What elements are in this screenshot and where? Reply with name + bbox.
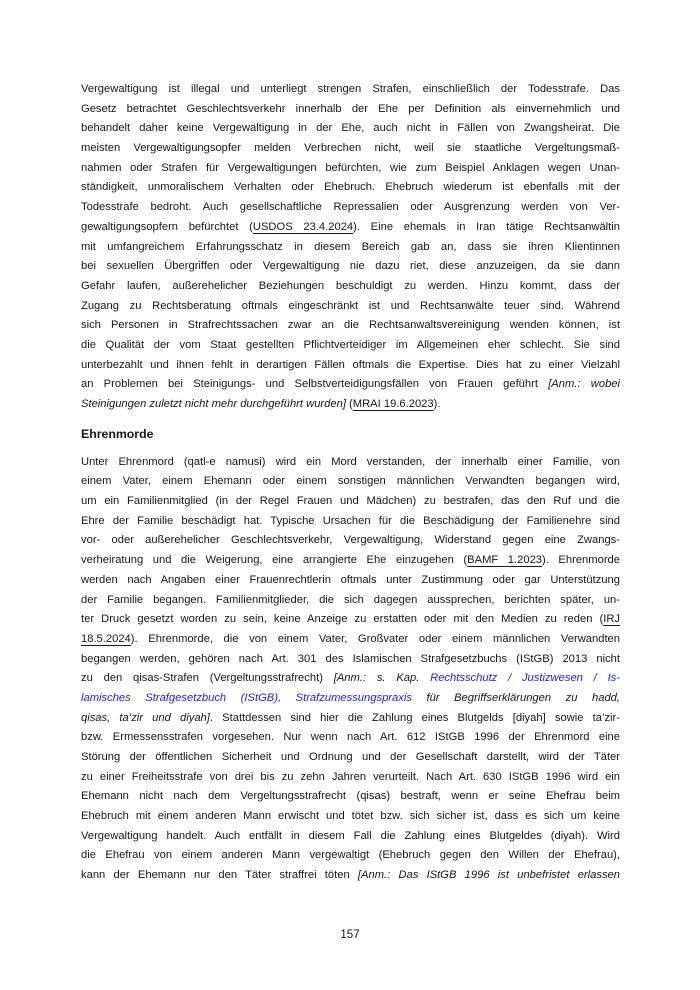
text-line	[81, 178, 620, 198]
text-line	[81, 257, 620, 277]
text-line	[81, 787, 620, 807]
text-run: bzw. Ermessensstrafen vorgesehen. Nur wenn nach Art. 612 IStGB 1996 der Ehrenmord eine	[81, 731, 620, 744]
text-line	[81, 728, 620, 748]
text-line	[81, 218, 620, 238]
text-line	[81, 551, 620, 571]
text-run: bei sexuellen Übergriffen oder Vergewaltigung nie dazu riet, diese anzuzeigen, da sie dann	[81, 260, 620, 273]
text-line	[81, 630, 620, 650]
text-run: unterbezahlt und ihnen fehlt in derartigen Fällen oftmals die Expertise. Dies hat zu einer Vielzahl	[81, 358, 620, 371]
italic-text-run: [Anm.: Das IStGB 1996 ist unbefristet erlassen	[357, 869, 620, 882]
text-run: ). Ehrenmorde, die von einem Vater, Großvater oder einem männlichen Verwandten	[130, 632, 620, 645]
text-run: zu einer Freiheitsstrafe von drei bis zu zehn Jahren verurteilt. Nach Art. 630 IStGB 1996 wird ein	[81, 770, 620, 783]
text-line	[81, 238, 620, 258]
text-run: vor- oder außerehelicher Geschlechtsverkehr, Vergewaltigung, Widerstand gegen eine Zwangs-	[81, 534, 620, 547]
text-line	[81, 512, 620, 532]
citation-link[interactable]: MRAI 19.6.2023	[352, 398, 434, 410]
text-line	[81, 689, 620, 709]
text-run: ).	[433, 398, 441, 410]
italic-text-run: Steinigungen zuletzt nicht mehr durchgeführt wurden]	[81, 398, 346, 410]
text-line	[81, 395, 620, 415]
text-line	[81, 356, 620, 376]
text-run: . Stattdessen sind hier die Zahlung eines Blutgelds [diyah] sowie ta’zir-	[209, 711, 620, 724]
text-run: Zugang zu Rechtsberatung oftmals eingeschränkt ist und Rechtsanwälte teuer sind. Während	[81, 299, 620, 312]
citation-link[interactable]: 18.5.2024	[81, 632, 131, 645]
text-run: Störung der öffentlichen Sicherheit und Ordnung und der Gesellschaft darstellt, wird der Täter	[81, 751, 620, 763]
text-run: kann der Ehemann nur den Täter straffrei töten	[81, 869, 358, 882]
text-line	[81, 846, 620, 866]
text-run: ). Ehrenmorde	[542, 554, 620, 567]
text-run: Ehebruch mit einem anderen Mann erwischt und tötet bzw. sich sicher ist, dass es sich um keine	[81, 810, 620, 823]
citation-link[interactable]: BAMF 1.2023	[467, 554, 543, 567]
text-run: Gesetz betrachtet Geschlechtsverkehr innerhalb der Ehe per Definition als einvernehmlich und	[81, 102, 620, 115]
italic-text-run: [Anm.: s. Kap.	[333, 672, 431, 685]
italic-text-run: [Anm.: wobei	[548, 378, 620, 391]
page-number: 157	[340, 929, 360, 941]
text-line	[81, 866, 620, 886]
text-run: ständigkeit, unmoralischem Verhalten oder Ehebruch. Ehebruch wiederum ist ebenfalls mit der	[81, 181, 620, 194]
document-body	[81, 80, 620, 886]
text-run: meisten Vergewaltigungsopfer melden Verbrechen nicht, weil sie staatliche Vergeltungsmaß-	[81, 142, 620, 155]
text-run: um ein Familienmitglied (in der Regel Frauen und Mädchen) zu bestrafen, das den Ruf und die	[81, 495, 620, 508]
citation-link[interactable]: IRJ	[603, 613, 620, 626]
text-run: an Problemen bei Steinigungs- und Selbstverteidigungsfällen von Frauen geführt	[81, 378, 549, 391]
text-run: behandelt daher keine Vergewaltigung in der Ehe, auch nicht in Fällen von Zwangsheirat. Die	[81, 122, 620, 135]
text-line	[81, 610, 620, 630]
text-line	[81, 748, 620, 768]
text-line	[81, 375, 620, 395]
text-run: Todesstrafe bedroht. Auch gesellschaftliche Repressalien oder Ausgrenzung werden von Ver-	[81, 201, 620, 214]
text-run: mit umfangreichem Erfahrungsschatz in diesem Bereich gab an, dass sie ihren Klientinnen	[81, 240, 620, 253]
text-run: Vergewaltigung handelt. Auch entfällt in diesem Fall die Zahlung eines Blutgeldes (diyah). Wird	[81, 829, 620, 842]
citation-link[interactable]: USDOS 23.4.2024	[252, 220, 354, 233]
text-line	[81, 531, 620, 551]
text-run: ter Druck gesetzt worden zu sein, keine Anzeige zu erstatten oder mit den Medien zu reden (	[81, 613, 604, 626]
text-run: Ehre der Familie beschädigt hat. Typische Ursachen für die Beschädigung der Familienehre sind	[81, 514, 620, 527]
text-line	[81, 472, 620, 492]
text-run: zu den qisas-Strafen (Vergeltungsstrafrecht)	[81, 672, 334, 685]
text-run: nahmen oder Strafen für Vergewaltigungen befürchten, wie zum Beispiel Anklagen wegen Unan-	[81, 161, 620, 174]
text-run: einem Vater, einem Ehemann oder einem sonstigen männlichen Verwandten begangen wird,	[81, 475, 620, 488]
internal-chapter-link[interactable]: Rechtsschutz / Justizwesen / Is-	[430, 672, 620, 685]
text-line	[81, 316, 620, 336]
text-line	[81, 159, 620, 179]
text-run: Ehemann nicht nach dem Vergeltungsstrafrecht (qisas) bestraft, wenn er seine Ehefrau beim	[81, 790, 620, 803]
text-line	[81, 119, 620, 139]
text-run: werden nach Angaben einer Frauenrechtlerin oftmals unter Zustimmung oder gar Unterstützung	[81, 573, 620, 586]
text-line	[81, 80, 620, 100]
paragraph	[81, 453, 620, 886]
italic-text-run: qisas, ta’zir und diyah]	[81, 711, 210, 724]
text-run: ). Eine ehemals in Iran tätige Rechtsanwältin	[353, 220, 620, 233]
text-run: Vergewaltigung ist illegal und unterliegt strengen Strafen, einschließlich der Todesstrafe. Das	[81, 83, 620, 95]
text-run: (	[345, 398, 353, 410]
text-line	[81, 139, 620, 159]
text-run: Gefahr laufen, außerehelicher Beziehungen beschuldigt zu werden. Hinzu kommt, dass der	[81, 279, 620, 292]
text-run: Unter Ehrenmord (qatl-e namusi) wird ein Mord verstanden, der innerhalb einer Familie, von	[81, 455, 620, 468]
text-run: verheiratung und die Weigerung, eine arrangierte Ehe einzugehen (	[81, 554, 468, 567]
text-line	[81, 277, 620, 297]
text-run: die Qualität der vom Staat gestellten Pflichtverteidiger im Allgemeinen eher schlecht. Sie sind	[81, 338, 620, 351]
text-line	[81, 453, 620, 473]
text-run: die Ehefrau von einem anderen Mann vergewaltigt (Ehebruch gegen den Willen der Ehefrau),	[81, 849, 620, 862]
text-line	[81, 198, 620, 218]
text-line	[81, 571, 620, 591]
text-run: begangen werden, gehören nach Art. 301 des Islamischen Strafgesetzbuchs (IStGB) 2013 nicht	[81, 652, 620, 665]
text-line	[81, 807, 620, 827]
text-line	[81, 650, 620, 670]
text-line	[81, 669, 620, 689]
text-line	[81, 768, 620, 788]
text-line	[81, 827, 620, 847]
text-line	[81, 709, 620, 729]
paragraph	[81, 80, 620, 415]
italic-text-run: für Begriffserklärungen zu hadd,	[411, 691, 620, 704]
text-line	[81, 492, 620, 512]
text-line	[81, 100, 620, 120]
section-heading: Ehrenmorde	[81, 426, 154, 441]
text-run: gewaltigungsopfern befürchtet (	[81, 220, 253, 233]
text-line	[81, 297, 620, 317]
text-line	[81, 591, 620, 611]
internal-chapter-link[interactable]: lamisches Strafgesetzbuch (IStGB), Strafzumessungspraxis	[81, 691, 412, 704]
text-run: sich Personen in Strafrechtssachen zwar an die Rechtsanwaltsvereinigung wenden können, ist	[81, 319, 620, 332]
text-run: der Familie begangen. Familienmitglieder, die sich dagegen aussprechen, berichten später, un-	[81, 593, 620, 606]
text-line	[81, 336, 620, 356]
